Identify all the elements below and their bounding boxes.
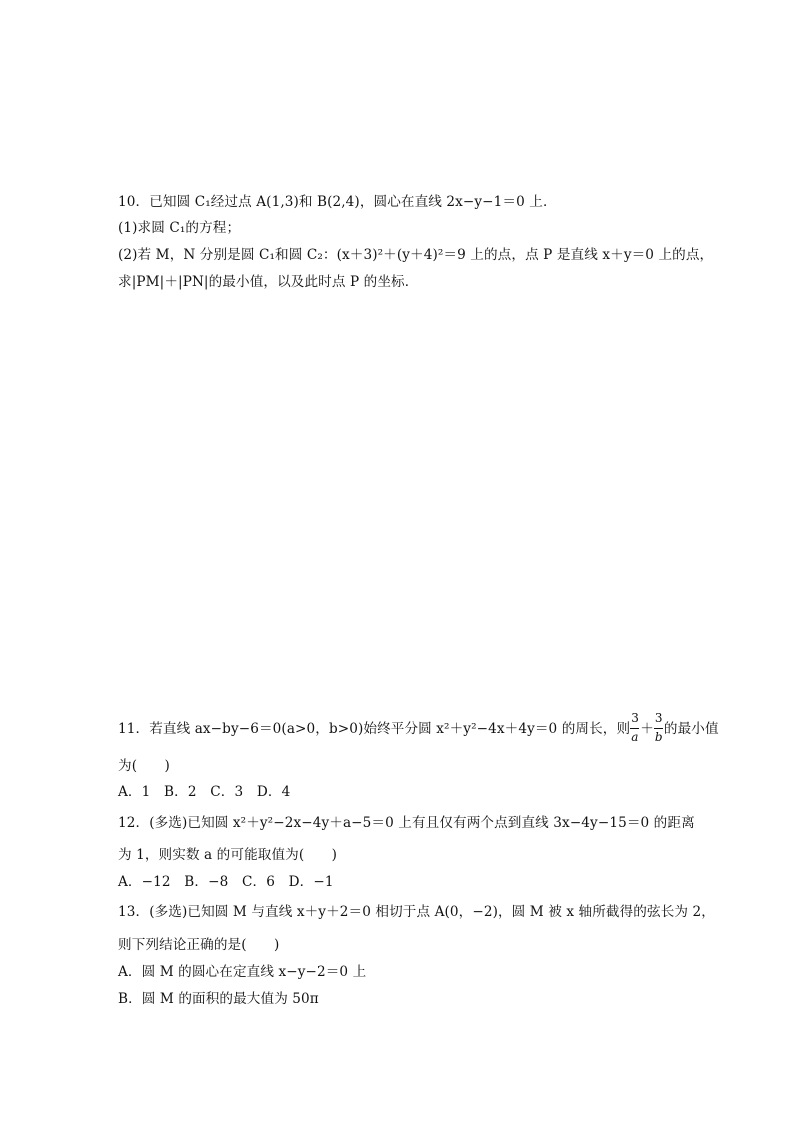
q10-line-3: (2)若 M，N 分别是圆 C₁和圆 C₂：(x＋3)²＋(y＋4)²＝9 上的点，点 P 是直线 x＋y＝0 上的点， bbox=[118, 247, 714, 263]
q13-line-2: 则下列结论正确的是( ) bbox=[118, 937, 280, 953]
q13-line-1: 13．(多选)已知圆 M 与直线 x＋y＋2＝0 相切于点 A(0，−2)，圆 M 被 x 轴所截得的弦长为 2， bbox=[118, 904, 715, 920]
fraction-numerator: 3 bbox=[631, 710, 639, 725]
q11-line-1 bbox=[118, 710, 719, 744]
q10-line-1: 10．已知圆 C₁经过点 A(1,3)和 B(2,4)，圆心在直线 2x−y−1＝0 上． bbox=[118, 194, 557, 210]
q10-line-4: 求|PM|＋|PN|的最小值，以及此时点 P 的坐标． bbox=[118, 274, 419, 290]
fraction-3-over-b bbox=[654, 710, 664, 744]
fraction-denominator: a bbox=[631, 729, 639, 744]
fraction-3-over-a bbox=[630, 710, 640, 744]
q12-line-2: 为 1，则实数 a 的可能取值为( ) bbox=[118, 847, 338, 863]
q11-line-1-tail: 的最小值 bbox=[663, 721, 719, 737]
q12-options: A．−12 B．−8 C．6 D．−1 bbox=[118, 874, 334, 890]
q11-options: A．1 B．2 C．3 D．4 bbox=[118, 784, 291, 800]
fraction-denominator: b bbox=[654, 729, 663, 744]
q10-line-2: (1)求圆 C₁的方程； bbox=[118, 220, 241, 236]
q13-option-b: B．圆 M 的面积的最大值为 50π bbox=[118, 991, 319, 1007]
fraction-numerator: 3 bbox=[654, 710, 663, 725]
plus-sign: ＋ bbox=[640, 721, 654, 737]
q13-option-a: A．圆 M 的圆心在定直线 x−y−2＝0 上 bbox=[118, 964, 367, 980]
q12-line-1: 12．(多选)已知圆 x²＋y²−2x−4y＋a−5＝0 上有且仅有两个点到直线 3x−4y−15＝0 的距离 bbox=[118, 815, 695, 831]
q11-line-1-text: 11．若直线 ax−by−6＝0(a>0，b>0)始终平分圆 x²＋y²−4x＋4y＝0 的周长，则 bbox=[118, 721, 631, 737]
q11-line-2: 为( ) bbox=[118, 758, 170, 774]
